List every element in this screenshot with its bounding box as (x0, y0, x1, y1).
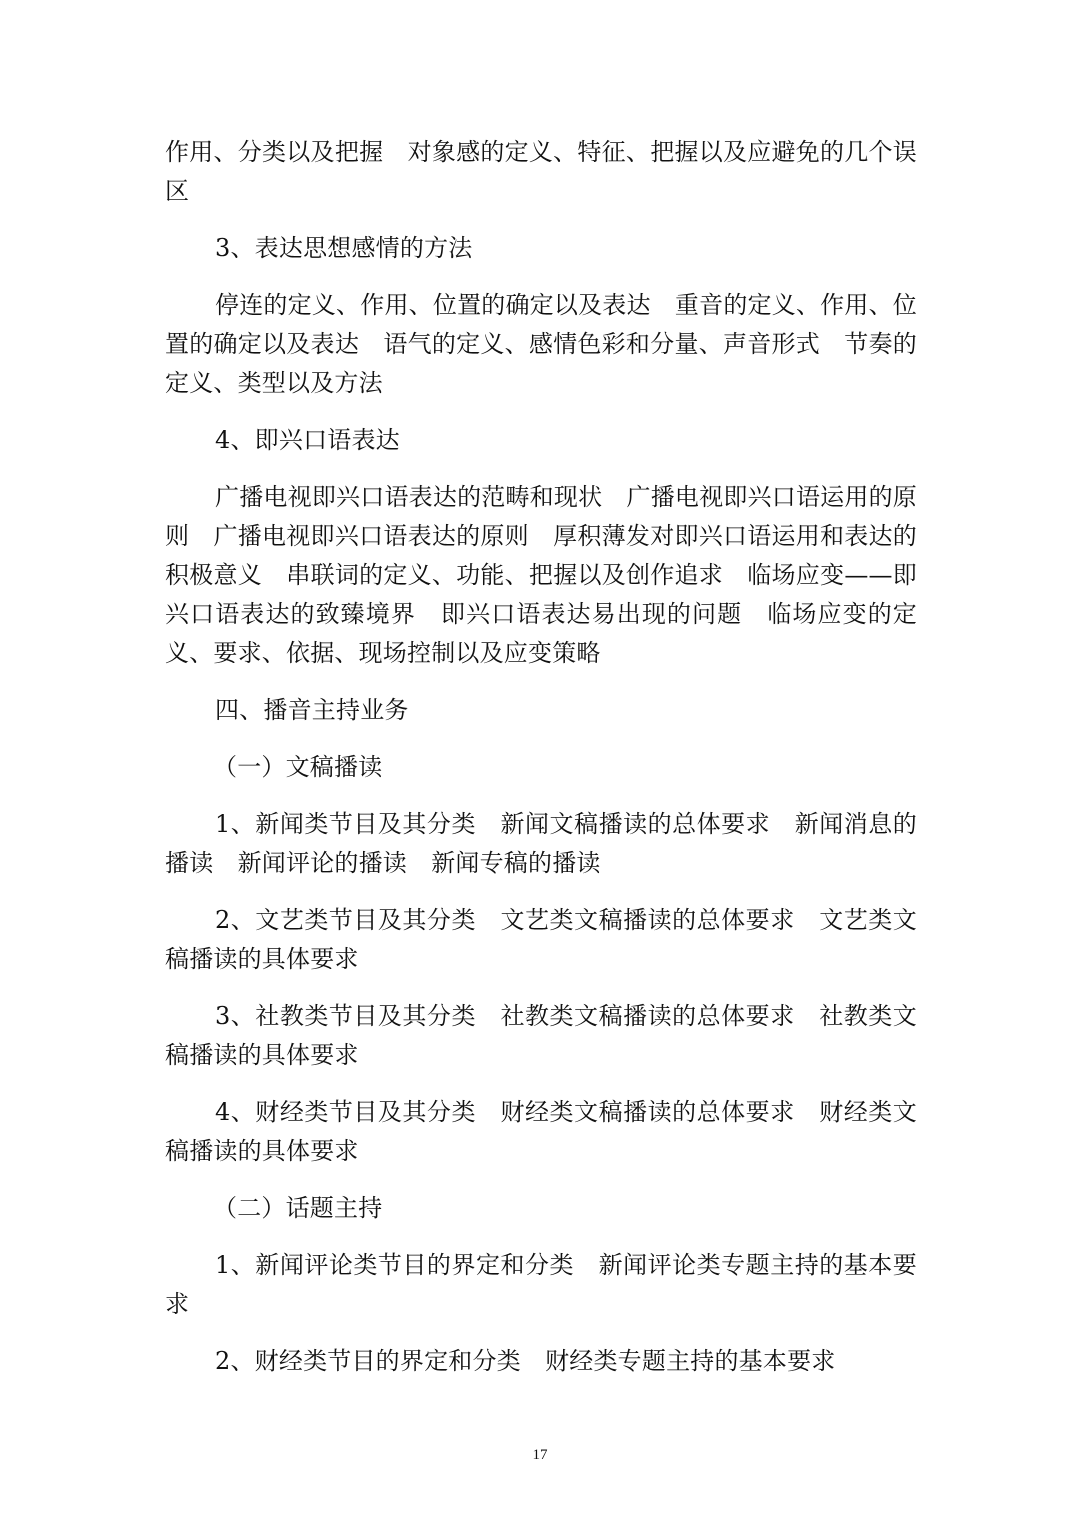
paragraph-news-commentary-hosting: 1、新闻评论类节目的界定和分类 新闻评论类专题主持的基本要求 (165, 1251, 917, 1318)
page-number: 17 (532, 1447, 548, 1463)
section-heading-impromptu-speech: 4、即兴口语表达 (215, 426, 400, 454)
subsection-heading-topic-hosting: （二）话题主持 (213, 1194, 383, 1222)
paragraph-education-programs: 3、社教类节目及其分类 社教类文稿播读的总体要求 社教类文稿播读的具体要求 (165, 1002, 917, 1069)
paragraph-finance-hosting: 2、财经类节目的界定和分类 财经类专题主持的基本要求 (215, 1347, 836, 1375)
section-heading-expression-methods: 3、表达思想感情的方法 (215, 234, 473, 262)
page-body (165, 133, 917, 1399)
paragraph-continued: 作用、分类以及把握 对象感的定义、特征、把握以及应避免的几个误区 (165, 138, 917, 205)
paragraph-arts-programs: 2、文艺类节目及其分类 文艺类文稿播读的总体要求 文艺类文稿播读的具体要求 (165, 906, 917, 973)
paragraph-finance-programs: 4、财经类节目及其分类 财经类文稿播读的总体要求 财经类文稿播读的具体要求 (165, 1098, 917, 1165)
subsection-heading-script-reading: （一）文稿播读 (213, 753, 383, 781)
paragraph-impromptu-speech: 广播电视即兴口语表达的范畴和现状 广播电视即兴口语运用的原则 广播电视即兴口语表达的原则 厚积薄发对即兴口语运用和表达的积极意义 串联词的定义、功能、把握以及创作追求 临场应变——即兴口语表达的致臻境界 即兴口语表达易出现的问题 临场应变的定义、要求、依据、现场控制以及应变策略 (165, 483, 917, 667)
paragraph-news-programs: 1、新闻类节目及其分类 新闻文稿播读的总体要求 新闻消息的播读 新闻评论的播读 新闻专稿的播读 (165, 810, 917, 877)
paragraph-expression-methods: 停连的定义、作用、位置的确定以及表达 重音的定义、作用、位置的确定以及表达 语气的定义、感情色彩和分量、声音形式 节奏的定义、类型以及方法 (165, 291, 917, 397)
section-heading-broadcasting-business: 四、播音主持业务 (215, 696, 409, 724)
